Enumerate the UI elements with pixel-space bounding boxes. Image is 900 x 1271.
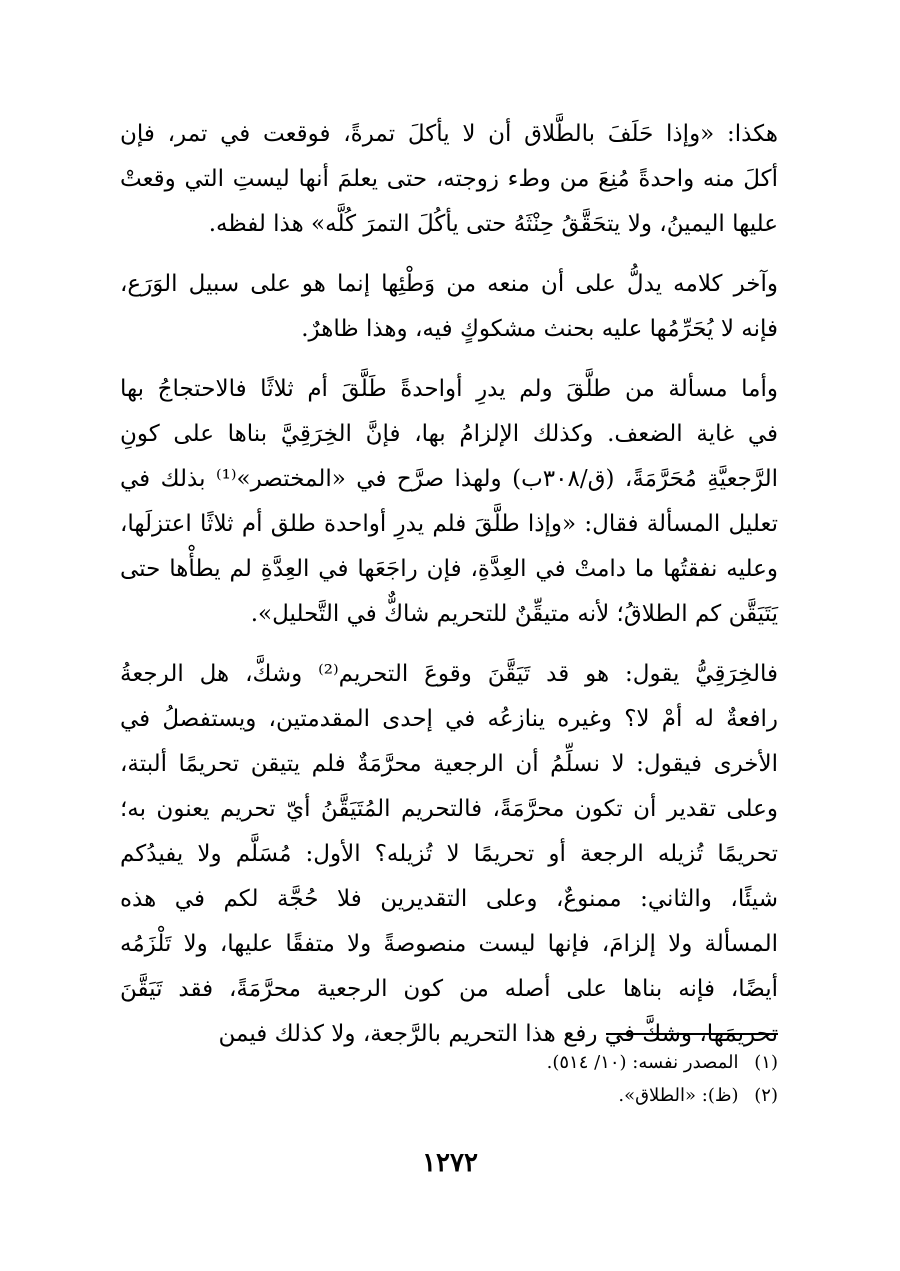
text-line: يَتَيَقَّن كم الطلاقُ؛ لأنه متيقِّنٌ للتحريم شاكٌّ في التَّحليل». <box>250 601 778 627</box>
text-line: تحريمَها، وشكَّ في رفع هذا التحريم بالرَّجعة، ولا كذلك فيمن <box>218 1021 778 1047</box>
footnote-separator <box>606 1033 778 1035</box>
text-line: عليها اليمينُ، ولا يتحَقَّقُ حِنْثَهُ حتى يأكُلَ التمرَ كُلَّه» هذا لفظه. <box>208 211 778 237</box>
footnote-text: (ظ): «الطلاق». <box>618 1085 739 1106</box>
text-line: الأخرى فيقول: لا نسلِّمُ أن الرجعية محرَّمَةٌ فلم يتيقن تحريمًا ألبتة، <box>120 751 778 777</box>
text-line: رافعةٌ له أمْ لا؟ وغيره ينازعُه في إحدى المقدمتين، ويستفصلُ في <box>120 706 778 732</box>
paragraph <box>120 112 778 247</box>
text-line: وعليه نفقتُها ما دامتْ في العِدَّةِ، فإن راجَعَها في العِدَّةِ لم يطأْها حتى <box>120 556 778 582</box>
footnotes <box>120 1046 778 1112</box>
text-line: فالخِرَقِيُّ يقول: هو قد تَيَقَّنَ وقوعَ التحريم⁽²⁾ وشكَّ، هل الرجعةُ <box>120 661 778 687</box>
text-line: شيئًا، والثاني: ممنوعٌ، وعلى التقديرين فلا حُجَّة لكم في هذه <box>120 886 778 912</box>
footnote-text: المصدر نفسه: (١٠/ ٥١٤). <box>546 1052 739 1073</box>
text-line: وعلى تقدير أن تكون محرَّمَةً، فالتحريم المُتَيَقَّنُ أيّ تحريم يعنون به؛ <box>120 796 778 822</box>
text-line: المسألة ولا إلزامَ، فإنها ليست منصوصةً ولا متفقًا عليها، ولا تَلْزَمُه <box>120 931 778 957</box>
paragraph <box>120 262 778 352</box>
footnote-1 <box>120 1046 778 1079</box>
text-line: أكلَ منه واحدةً مُنِعَ من وطء زوجته، حتى يعلمَ أنها ليستِ التي وقعتْ <box>120 166 778 192</box>
text-line: تحريمًا تُزيله الرجعة أو تحريمًا لا تُزيله؟ الأول: مُسَلَّم ولا يفيدُكم <box>120 841 778 867</box>
text-line: وآخر كلامه يدلُّ على أن منعه من وَطْئِها إنما هو على سبيل الوَرَع، <box>120 271 778 297</box>
text-line: هكذا: «وإذا حَلَفَ بالطَّلاق أن لا يأكلَ تمرةً، فوقعت في تمر، فإن <box>120 121 778 147</box>
page-number: ١٢٧٢ <box>422 1148 478 1178</box>
text-line: وأما مسألة من طلَّقَ ولم يدرِ أواحدةً طَلَّقَ أم ثلاثًا فالاحتجاجُ بها <box>120 376 778 402</box>
text-line: فإنه لا يُحَرِّمُها عليه بحنث مشكوكٍ فيه، وهذا ظاهرٌ. <box>301 316 778 342</box>
text-line: الرَّجعيَّةِ مُحَرَّمَةً، (ق/٣٠٨ب) ولهذا صرَّح في «المختصر»⁽¹⁾ بذلك في <box>120 466 778 492</box>
footnote-number: (١) <box>754 1052 778 1073</box>
main-text <box>120 112 778 1057</box>
paragraph <box>120 367 778 637</box>
text-line: أيضًا، فإنه بناها على أصله من كون الرجعية محرَّمَةً، فقد تَيَقَّنَ <box>120 976 778 1002</box>
footnote-2 <box>120 1079 778 1112</box>
text-line: تعليل المسألة فقال: «وإذا طلَّقَ فلم يدرِ أواحدة طلق أم ثلاثًا اعتزلَها، <box>120 511 778 537</box>
footnote-number: (٢) <box>754 1085 778 1106</box>
text-line: في غاية الضعف. وكذلك الإلزامُ بها، فإنَّ الخِرَقِيَّ بناها على كونِ <box>120 421 778 447</box>
paragraph <box>120 652 778 1057</box>
